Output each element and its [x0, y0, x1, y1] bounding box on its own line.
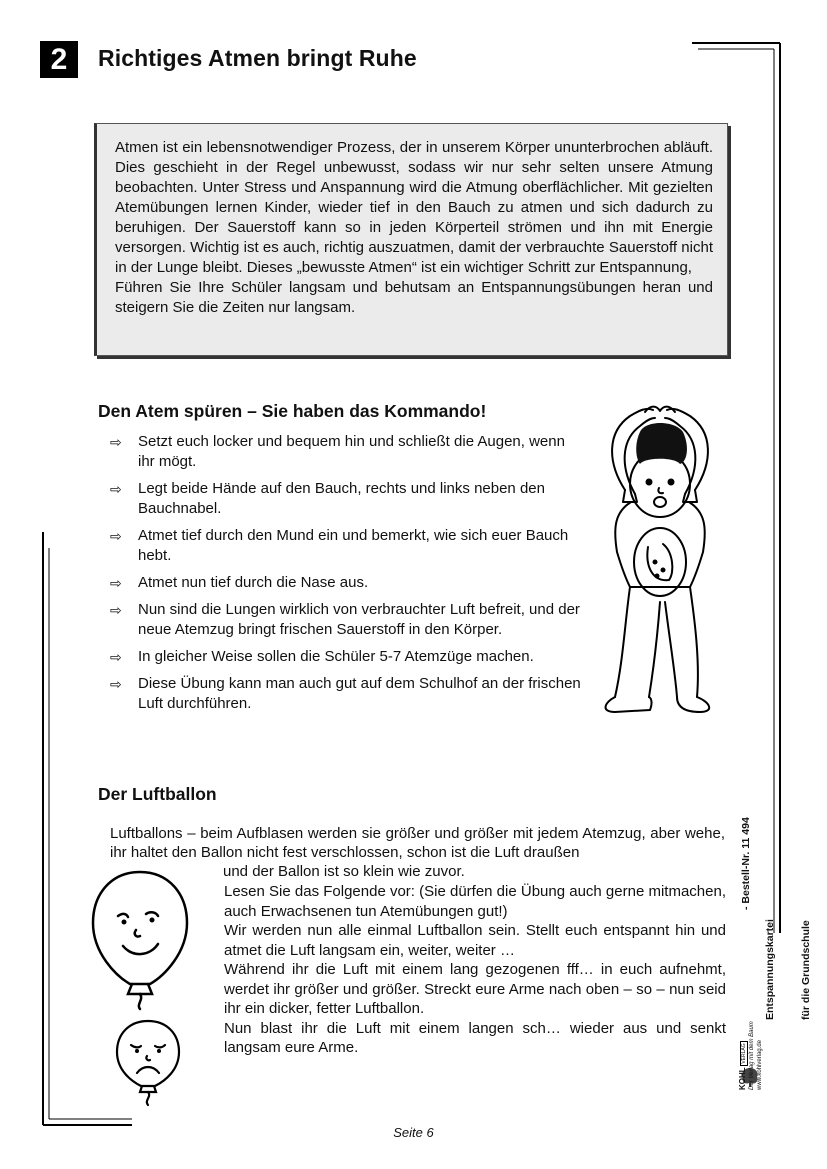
arrow-bullet-icon: ⇨ [110, 676, 122, 692]
publisher-tag: VERLAG [741, 1043, 747, 1064]
publisher-website: www.kohlverlag.de [757, 1039, 763, 1090]
list-item [110, 647, 585, 667]
list-item [110, 526, 585, 566]
balloon-intro-continued: und der Ballon ist so klein wie zuvor. [223, 863, 465, 880]
list-item-text: Atmet tief durch den Mund ein und bemerkt, wie sich euer Bauch hebt. [138, 527, 569, 564]
arrow-bullet-icon: ⇨ [110, 481, 122, 497]
list-item [110, 432, 585, 472]
intro-paragraph: Führen Sie Ihre Schüler langsam und behutsam an Entspannungsübungen heran und steigern Sie die Zeiten nur langsam. [115, 279, 713, 316]
balloon-instructions [224, 882, 726, 1058]
list-item [110, 573, 585, 593]
happy-balloon-illustration [88, 868, 193, 1013]
section-number-badge: 2 [40, 41, 78, 78]
section-heading-breathing: Den Atem spüren – Sie haben das Kommando! [98, 401, 487, 421]
arrow-bullet-icon: ⇨ [110, 434, 122, 450]
balloon-intro-text: Luftballons – beim Aufblasen werden sie größer und größer mit jedem Atemzug, aber wehe, ihr haltet den Ballon nicht fest verschlossen, schon ist die Luft draußen [110, 825, 725, 861]
list-item [110, 674, 585, 714]
list-item-text: Nun sind die Lungen wirklich von verbrauchter Luft befreit, und der neue Atemzug bringt frischen Sauerstoff in den Körper. [138, 601, 580, 638]
balloon-paragraph: Wir werden nun alle einmal Luftballon sein. Stellt euch entspannt hin und atmet die Luft langsam ein, weiter, weiter … [224, 922, 726, 959]
arrow-bullet-icon: ⇨ [110, 528, 122, 544]
arrow-bullet-icon: ⇨ [110, 649, 122, 665]
balloon-paragraph: Lesen Sie das Folgende vor: (Sie dürfen die Übung auch gerne mitmachen, auch Erwachsenen tun Atemübungen gut!) [224, 883, 726, 920]
series-info-vertical [740, 780, 812, 1020]
balloon-paragraph: Nun blast ihr die Luft mit einem langen sch… wieder aus und senkt langsam eure Arme. [224, 1019, 726, 1056]
child-breathing-illustration [585, 402, 735, 717]
publisher-slogan: Der Verlag mit dem Baum [749, 1021, 755, 1090]
list-item-text: In gleicher Weise sollen die Schüler 5-7 Atemzüge machen. [138, 648, 534, 665]
order-number: - Bestell-Nr. 11 494 [740, 817, 752, 910]
sad-balloon-illustration [113, 1018, 183, 1108]
page-number: Seite 6 [393, 1125, 434, 1140]
list-item-text: Setzt euch locker und bequem hin und schließt die Augen, wenn ihr mögt. [138, 433, 565, 470]
list-item [110, 600, 585, 640]
list-item [110, 479, 585, 519]
series-subtitle: für die Grundschule [800, 920, 812, 1020]
intro-box [94, 123, 728, 356]
intro-paragraph: Atmen ist ein lebensnotwendiger Prozess, der in unserem Körper ununterbrochen abläuft. Dies geschieht in der Regel unbewusst, sodass wir nur sehr selten unsere Atmung beobachten. Unter Stress und Anspannung wird die Atmung oberflächlicher. Mit gezielten Atemübungen lernen Kinder, wieder tief in den Bauch zu atmen und sich dadurch zu beruhigen. Der Sauerstoff kann so in jeden Körperteil strömen und ihn mit Energie versorgen. Wichtig ist es auch, richtig auszuatmen, damit der verbrauchte Sauerstoff nicht in der Lunge bleibt. Dieses „bewusste Atmen“ ist ein wichtiger Schritt zur Entspannung, [115, 139, 713, 276]
balloon-paragraph: Während ihr die Luft mit einem lang gezogenen fff… in euch aufnehmt, werdet ihr größer und größer. Streckt eure Arme nach oben – so – nun seid ihr ein dicker, fetter Luftballon. [224, 961, 726, 1017]
arrow-bullet-icon: ⇨ [110, 602, 122, 618]
list-item-text: Legt beide Hände auf den Bauch, rechts und links neben den Bauchnabel. [138, 480, 545, 517]
publisher-info [739, 1020, 769, 1090]
series-title: Entspannungskartei [764, 919, 776, 1020]
arrow-bullet-icon: ⇨ [110, 575, 122, 591]
list-item-text: Diese Übung kann man auch gut auf dem Schulhof an der frischen Luft durchführen. [138, 675, 581, 712]
exercise-list [110, 432, 585, 721]
list-item-text: Atmet nun tief durch die Nase aus. [138, 574, 369, 591]
publisher-name: KOHL [738, 1067, 747, 1090]
section-heading-balloon: Der Luftballon [98, 784, 217, 804]
page-title: Richtiges Atmen bringt Ruhe [98, 45, 417, 71]
